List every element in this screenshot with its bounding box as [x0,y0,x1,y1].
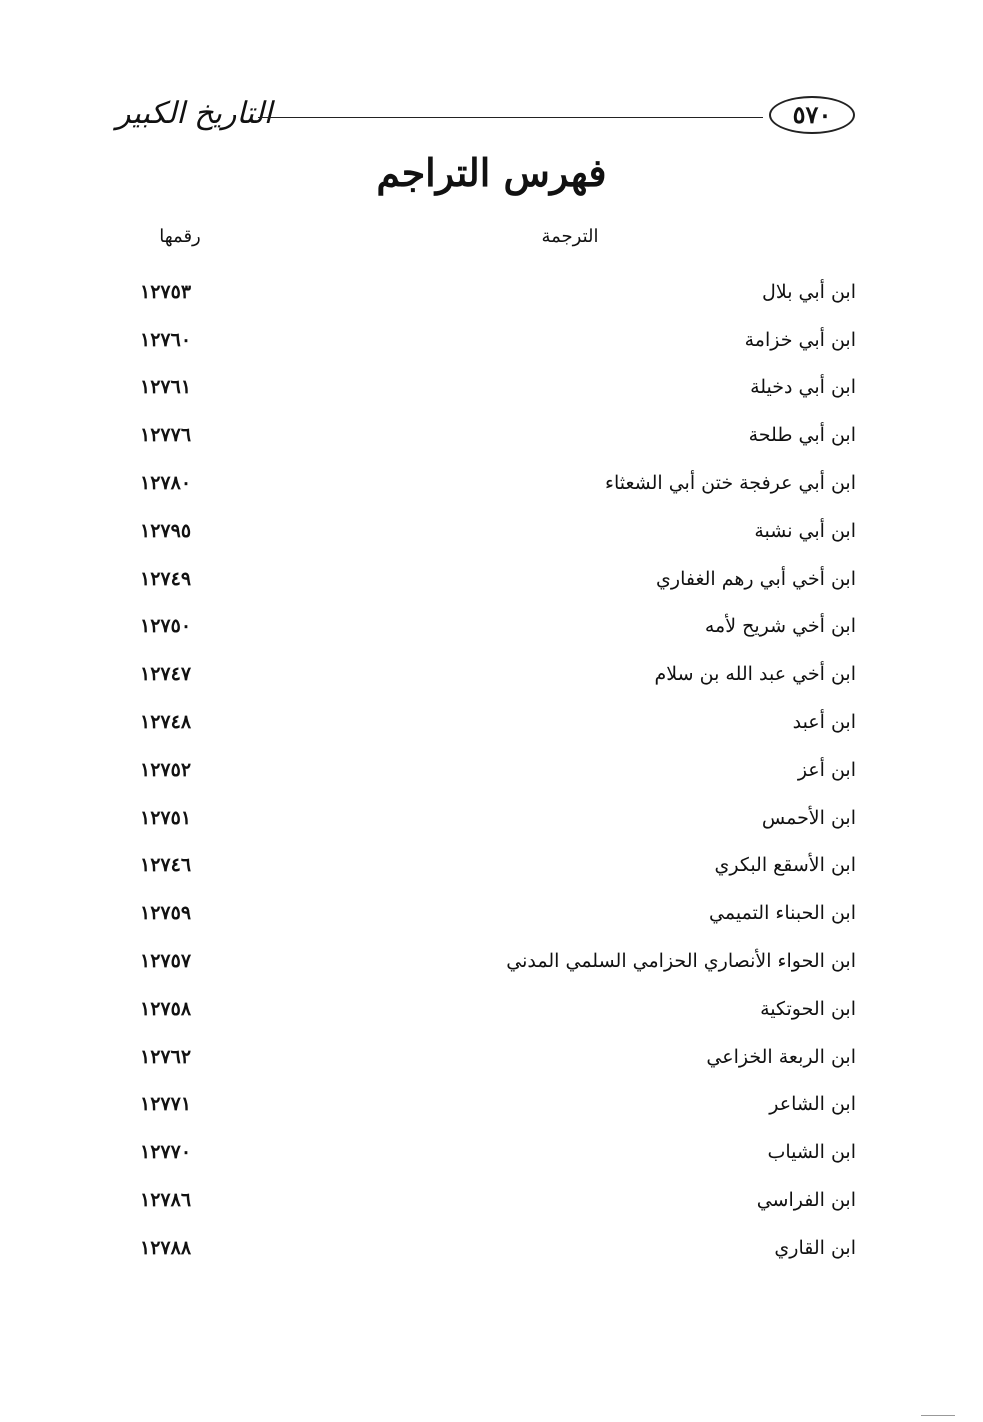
entry-name: ابن أخي أبي رهم الغفاري [656,567,856,590]
column-header-number: رقمها [159,226,201,247]
index-row [140,985,856,1033]
index-row [140,507,856,555]
index-row [140,316,856,364]
entry-number: ١٢٧٨٨ [140,1236,192,1259]
entry-name: ابن الحواء الأنصاري الحزامي السلمي المدني [506,950,856,973]
entry-name: ابن أعز [797,758,856,781]
index-row [140,937,856,985]
column-header-entry: الترجمة [541,226,599,247]
entry-number: ١٢٧٦٢ [140,1045,192,1068]
entry-number: ١٢٧٥٧ [140,950,192,973]
page-header [110,92,855,140]
entry-number: ١٢٧٥٢ [140,758,192,781]
entry-name: ابن الأسقع البكري [714,854,856,877]
entry-number: ١٢٧٧٦ [140,424,192,447]
index-row [140,746,856,794]
entry-name: ابن أخي شريح لأمه [704,615,856,638]
index-row [140,1176,856,1224]
index-row [140,889,856,937]
entry-name: ابن الربعة الخزاعي [706,1045,856,1068]
index-row [140,698,856,746]
entry-number: ١٢٧٨٠ [140,472,192,495]
entry-name: ابن أبي نشبة [754,519,856,542]
index-row [140,555,856,603]
header-rule [258,117,763,118]
entry-number: ١٢٧٥٠ [140,615,192,638]
entry-name: ابن أبي عرفجة ختن أبي الشعثاء [605,472,856,495]
entry-number: ١٢٧٥١ [140,806,192,829]
index-row [140,1081,856,1129]
entry-name: ابن أبي بلال [762,280,856,303]
index-row [140,1224,856,1272]
index-row [140,603,856,651]
scan-edge-mark [921,1415,955,1416]
entry-number: ١٢٧٩٥ [140,519,192,542]
entry-number: ١٢٧٨٦ [140,1189,192,1212]
entry-name: ابن الشاعر [769,1093,856,1116]
entry-number: ١٢٧٥٩ [140,902,192,925]
entry-number: ١٢٧٦٠ [140,328,192,351]
entry-name: ابن الأحمس [761,806,856,829]
index-table [140,268,856,1272]
entry-name: ابن الشياب [767,1141,856,1164]
index-row [140,411,856,459]
index-title: فهرس التراجم [376,150,607,195]
index-row [140,459,856,507]
entry-number: ١٢٧٧١ [140,1093,192,1116]
entry-name: ابن أخي عبد الله بن سلام [654,663,856,686]
page-number: ٥٧٠ [792,100,832,129]
entry-name: ابن أعبد [792,711,856,734]
entry-name: ابن أبي خزامة [744,328,856,351]
entry-name: ابن أبي دخيلة [750,376,856,399]
entry-number: ١٢٧٤٧ [140,663,192,686]
entry-number: ١٢٧٥٨ [140,997,192,1020]
entry-number: ١٢٧٥٣ [140,280,192,303]
entry-number: ١٢٧٤٦ [140,854,192,877]
book-title: التاريخ الكبير [116,96,273,131]
page-number-badge [769,96,855,134]
entry-number: ١٢٧٧٠ [140,1141,192,1164]
index-row [140,1128,856,1176]
entry-name: ابن القاري [774,1236,856,1259]
entry-name: ابن الحوتكية [760,997,856,1020]
index-row [140,268,856,316]
index-row [140,842,856,890]
index-row [140,1033,856,1081]
entry-number: ١٢٧٤٨ [140,711,192,734]
entry-name: ابن أبي طلحة [748,424,856,447]
index-row [140,364,856,412]
index-row [140,794,856,842]
entry-number: ١٢٧٦١ [140,376,192,399]
index-row [140,650,856,698]
entry-name: ابن الفراسي [756,1189,856,1212]
entry-number: ١٢٧٤٩ [140,567,192,590]
entry-name: ابن الحبناء التميمي [709,902,856,925]
